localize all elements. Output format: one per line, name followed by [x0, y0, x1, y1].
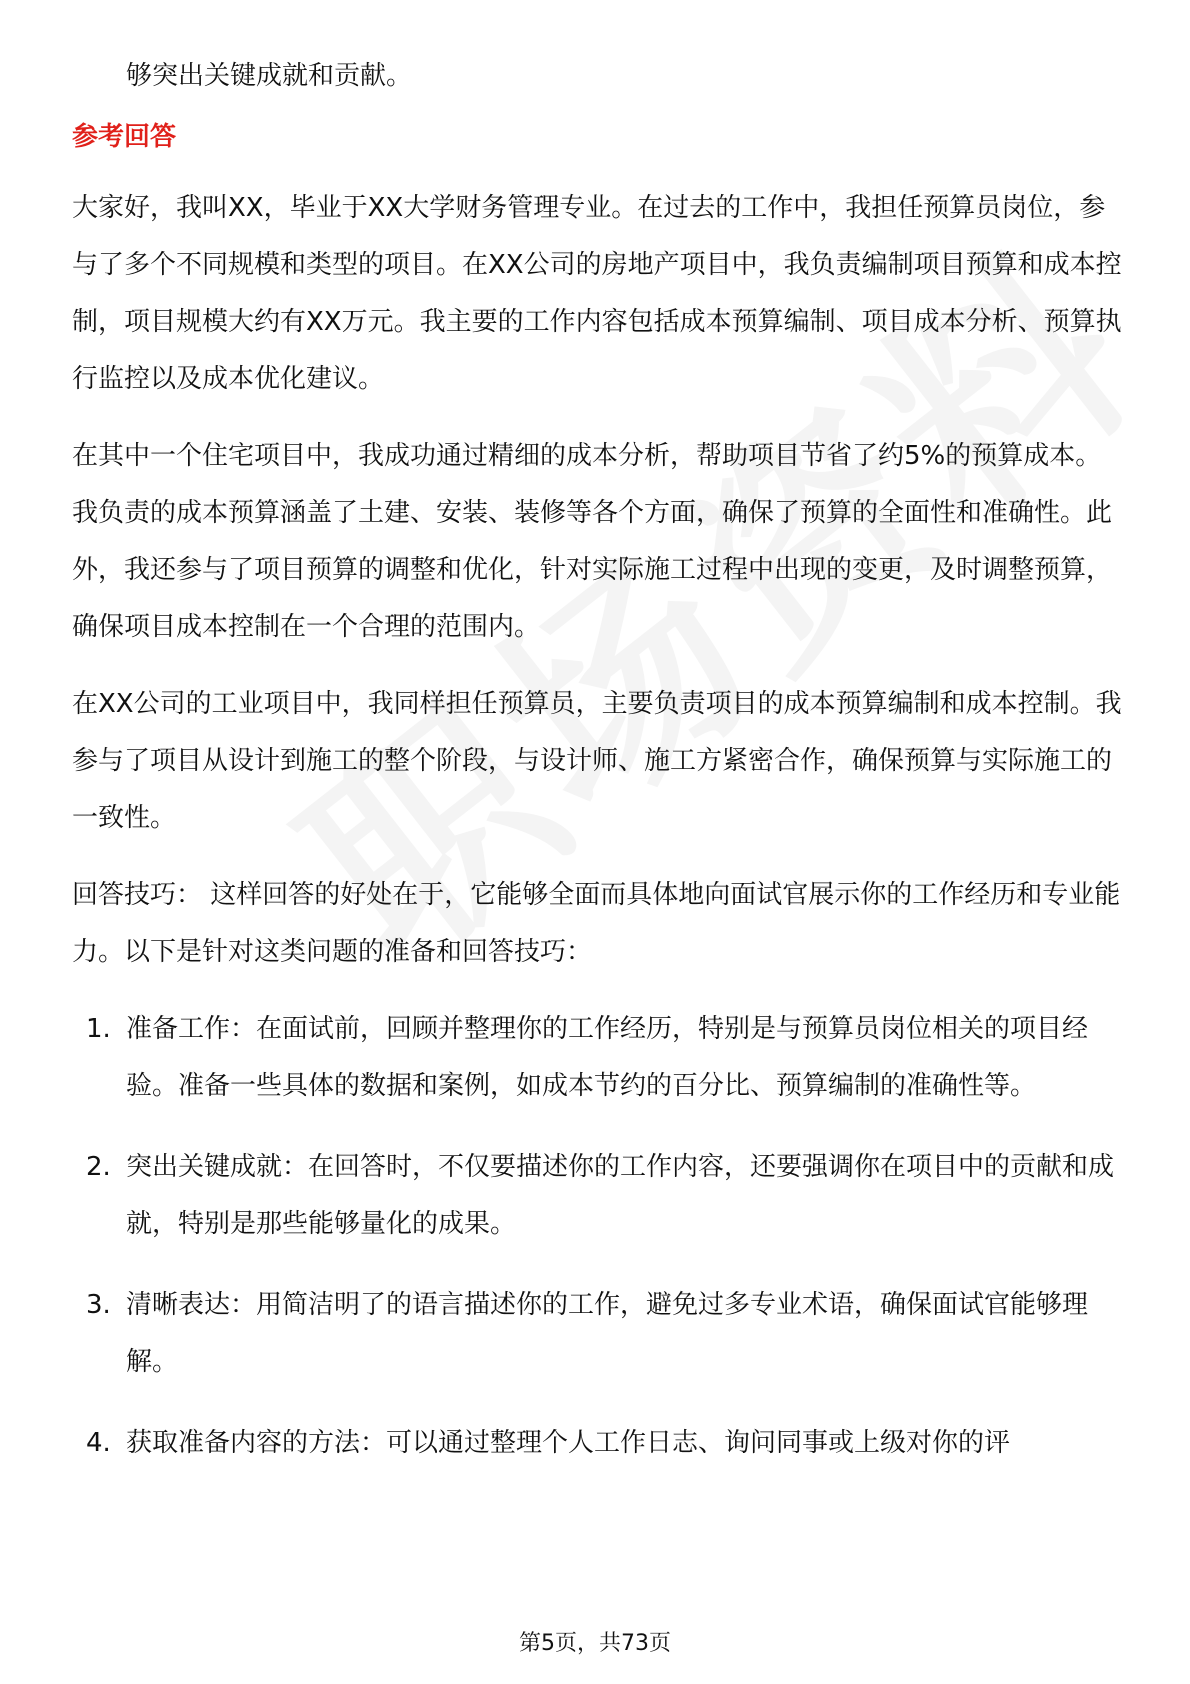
list-number: 2.: [86, 1152, 111, 1182]
list-item: [72, 1001, 1122, 1115]
paragraph-industrial: 在XX公司的工业项目中，我同样担任预算员，主要负责项目的成本预算编制和成本控制。我参与了项目从设计到施工的整个阶段，与设计师、施工方紧密合作，确保预算与实际施工的一致性。: [72, 689, 1122, 833]
paragraph-tips-intro: 回答技巧： 这样回答的好处在于，它能够全面而具体地向面试官展示你的工作经历和专业能力。以下是针对这类问题的准备和回答技巧：: [72, 880, 1121, 967]
list-item: [72, 1277, 1122, 1391]
list-text: 清晰表达：用简洁明了的语言描述你的工作，避免过多专业术语，确保面试官能够理解。: [126, 1290, 1089, 1377]
list-text: 准备工作：在面试前，回顾并整理你的工作经历，特别是与预算员岗位相关的项目经验。准备一些具体的数据和案例，如成本节约的百分比、预算编制的准确性等。: [126, 1014, 1089, 1101]
list-number: 3.: [86, 1290, 111, 1320]
list-text: 获取准备内容的方法：可以通过整理个人工作日志、询问同事或上级对你的评: [126, 1428, 1011, 1458]
list-number: 1.: [86, 1014, 111, 1044]
list-item: [72, 1139, 1122, 1253]
page-content: [72, 48, 1122, 1496]
section-heading: 参考回答: [72, 122, 177, 152]
paragraph-intro: 大家好，我叫XX，毕业于XX大学财务管理专业。在过去的工作中，我担任预算员岗位，参与了多个不同规模和类型的项目。在XX公司的房地产项目中，我负责编制项目预算和成本控制，项目规模大约有XX万元。我主要的工作内容包括成本预算编制、项目成本分析、预算执行监控以及成本优化建议。: [72, 193, 1122, 394]
continued-line: 够突出关键成就和贡献。: [126, 61, 413, 91]
page-footer: 第5页，共73页: [519, 1631, 671, 1656]
list-item: [72, 1415, 1122, 1472]
list-text: 突出关键成就：在回答时，不仅要描述你的工作内容，还要强调你在项目中的贡献和成就，特别是那些能够量化的成果。: [126, 1152, 1115, 1239]
tips-list: [72, 1001, 1122, 1472]
paragraph-residential: 在其中一个住宅项目中，我成功通过精细的成本分析，帮助项目节省了约5%的预算成本。我负责的成本预算涵盖了土建、安装、装修等各个方面，确保了预算的全面性和准确性。此外，我还参与了项目预算的调整和优化，针对实际施工过程中出现的变更，及时调整预算，确保项目成本控制在一个合理的范围内。: [72, 441, 1113, 642]
list-number: 4.: [86, 1428, 111, 1458]
